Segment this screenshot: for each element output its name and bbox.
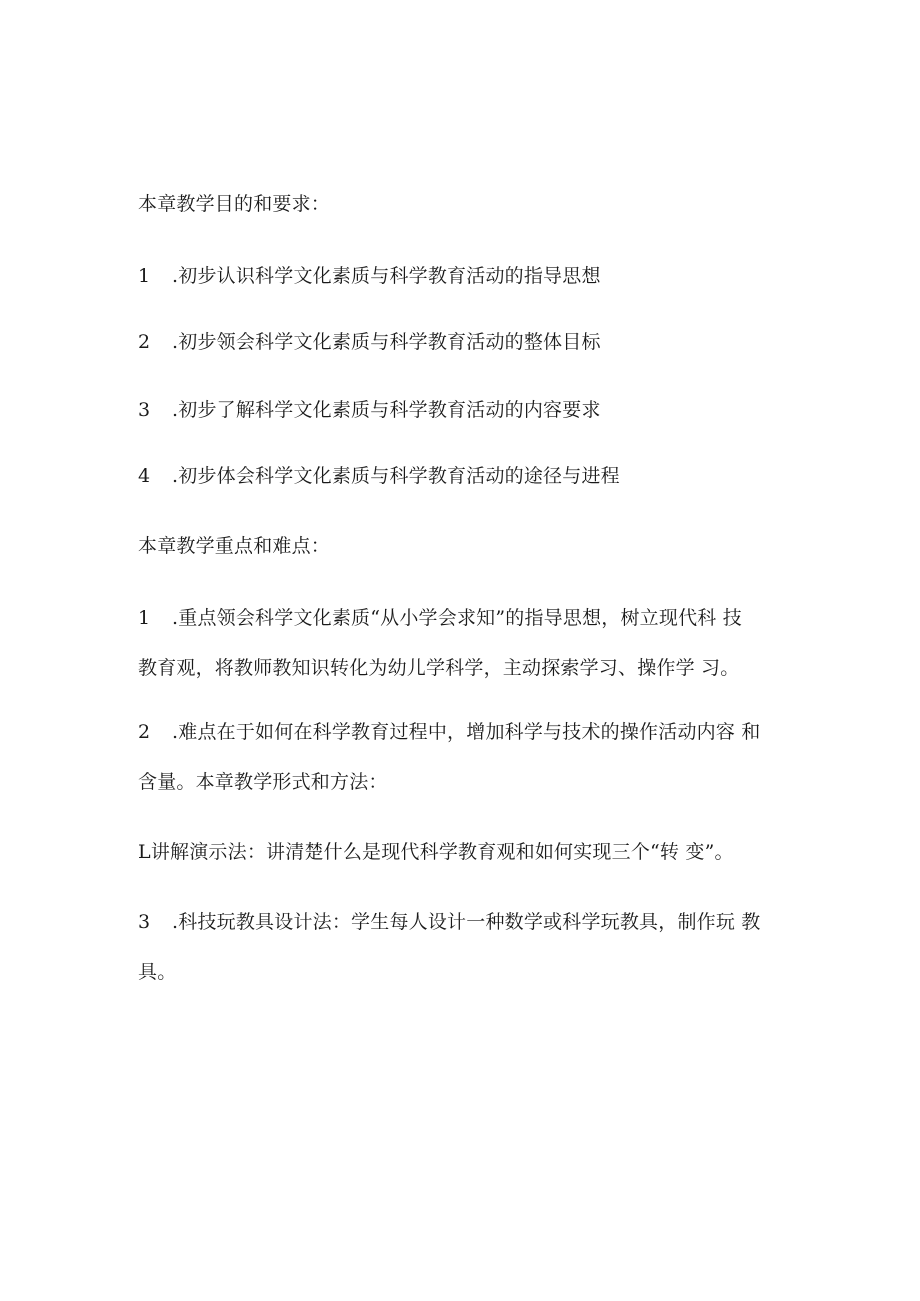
item-text: .初步认识科学文化素质与科学教育活动的指导思想 — [172, 265, 601, 287]
keypoint-line — [138, 718, 760, 746]
item-text: .难点在于如何在科学教育过程中，增加科学与技术的操作活动内容 和 — [172, 721, 761, 743]
method-line: L讲解演示法：讲清楚什么是现代科学教育观和如何实现三个“转 变”。 — [138, 841, 734, 863]
item-text: .初步了解科学文化素质与科学教育活动的内容要求 — [172, 399, 601, 421]
keypoint-continuation: 教育观，将教师教知识转化为幼儿学科学，主动探索学习、操作学 习。 — [138, 657, 740, 679]
item-number: 1 — [138, 607, 151, 629]
item-number: 2 — [138, 721, 151, 743]
method-line — [138, 908, 760, 936]
item-text: .初步体会科学文化素质与科学教育活动的途径与进程 — [172, 465, 620, 487]
item-text: .重点领会科学文化素质“从小学会求知”的指导思想，树立现代科 技 — [172, 607, 742, 629]
objective-item — [138, 396, 601, 424]
objective-item — [138, 328, 601, 356]
heading-keypoints: 本章教学重点和难点： — [138, 535, 331, 557]
method-continuation: 具。 — [138, 961, 177, 983]
objective-item — [138, 262, 601, 290]
item-number: 2 — [138, 331, 151, 353]
heading-objectives: 本章教学目的和要求： — [138, 193, 331, 215]
item-number: 3 — [138, 399, 151, 421]
item-text: .科技玩教具设计法：学生每人设计一种数学或科学玩教具，制作玩 教 — [172, 911, 761, 933]
keypoint-line — [138, 604, 742, 632]
item-number: 3 — [138, 911, 151, 933]
item-number: 1 — [138, 265, 151, 287]
objective-item — [138, 462, 620, 490]
keypoint-continuation: 含量。本章教学形式和方法： — [138, 771, 388, 793]
item-number: 4 — [138, 465, 151, 487]
item-text: .初步领会科学文化素质与科学教育活动的整体目标 — [172, 331, 601, 353]
